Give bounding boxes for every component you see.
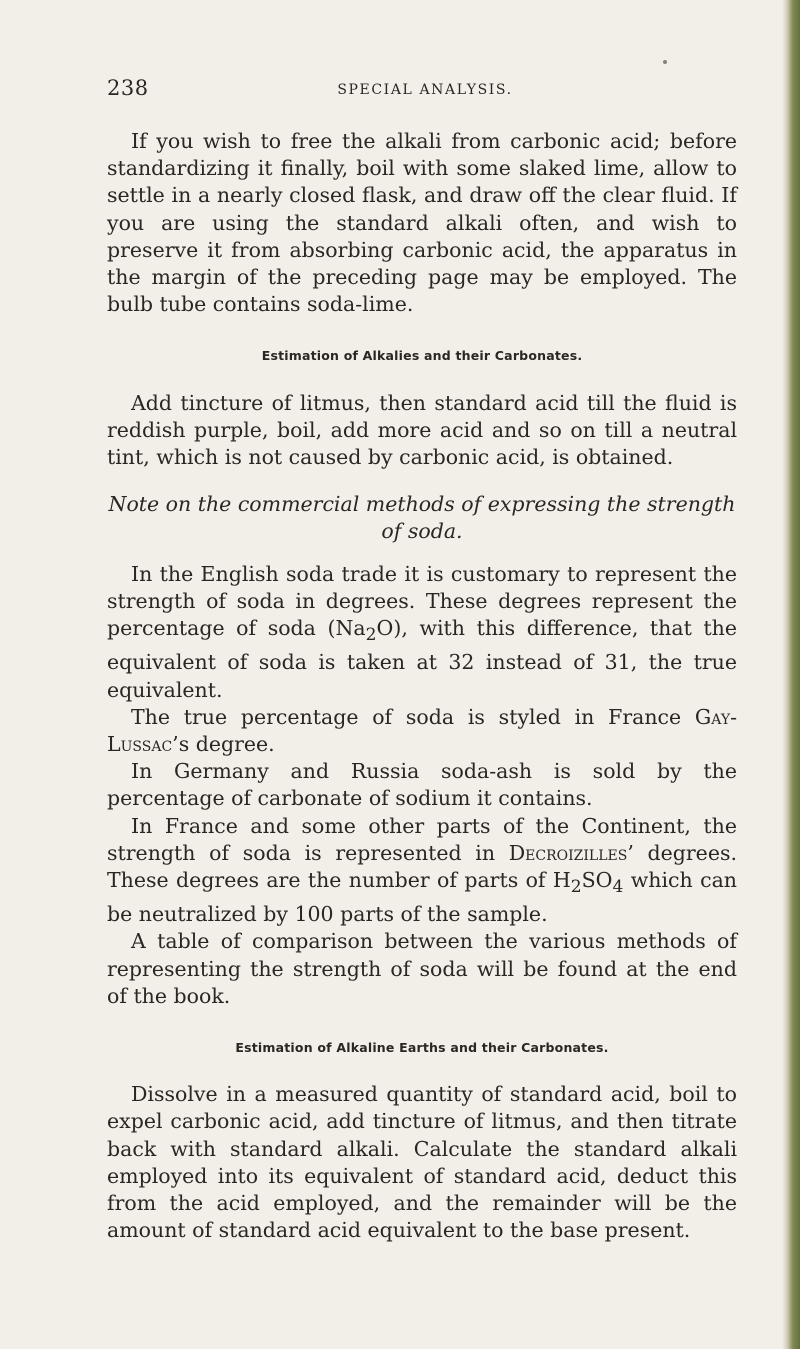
page-edge-binding bbox=[782, 0, 800, 1349]
paragraph-dissolve-standard-acid: Dissolve in a measured quantity of standard acid, boil to expel carbonic acid, add tincture of litmus, and then titrate back with standard alkali. Calculate the standard alkali employed into its equivalent of standard acid, deduct this from the acid employed, and the remainder will be the amount of standard acid equivalent to the base present. bbox=[107, 1082, 737, 1243]
paragraph-litmus-titration: Add tincture of litmus, then standard acid till the fluid is reddish purple, boil, add more acid and so on till a neutral tint, which is not caused by carbonic acid, is obtained. bbox=[107, 390, 737, 470]
page-number: 238 bbox=[107, 76, 149, 100]
body-text bbox=[107, 128, 737, 1245]
section-heading-alkaline-earths: Estimation of Alkaline Earths and their Carbonates. bbox=[235, 1040, 609, 1056]
note-heading: Note on the commercial methods of expressing the strength of soda. bbox=[108, 492, 736, 544]
section-heading-alkalies: Estimation of Alkalies and their Carbonates. bbox=[261, 348, 583, 364]
subscript: 4 bbox=[612, 877, 624, 898]
person-name: Gay-Lussac bbox=[107, 704, 737, 756]
paragraph-english-soda-trade: In the English soda trade it is customary to represent the strength of soda in degrees. These degrees represent the percentage of soda $(Na_2O)$, with this difference, that the equivalent of soda is taken at 32 instead of 31, the true equivalent. bbox=[107, 561, 737, 702]
paragraph-comparison-table: A table of comparison between the various methods of representing the strength of soda will be found at the end of the book. bbox=[107, 929, 737, 1008]
subscript: 2 bbox=[365, 625, 377, 646]
paragraph-gay-lussac: The true percentage of soda is styled in France Gay-Lussac’s degree. bbox=[107, 704, 737, 756]
paragraph-germany-russia: In Germany and Russia soda-ash is sold by the percentage of carbonate of sodium it contains. bbox=[107, 759, 737, 811]
person-name: Decroizilles bbox=[508, 840, 628, 865]
paragraph-decroizilles: In France and some other parts of the Continent, the strength of soda is represented in Decroizilles’ degrees. These degrees are the number of parts of $H_2SO_4$ which can be neutralized by 100 parts of the sample. bbox=[107, 813, 737, 927]
paragraph-alkali-lime: If you wish to free the alkali from carbonic acid; before standardizing it finally, boil with some slaked lime, allow to settle in a nearly closed flask, and draw off the clear fluid. If you are using the standard alkali often, and wish to preserve it from absorbing carbonic acid, the apparatus in the margin of the preceding page may be employed. The bulb tube contains soda-lime. bbox=[107, 129, 737, 317]
speck-mark bbox=[663, 60, 667, 64]
running-head: SPECIAL ANALYSIS. bbox=[337, 82, 513, 98]
page-header bbox=[0, 76, 790, 106]
subscript: 2 bbox=[570, 877, 582, 898]
